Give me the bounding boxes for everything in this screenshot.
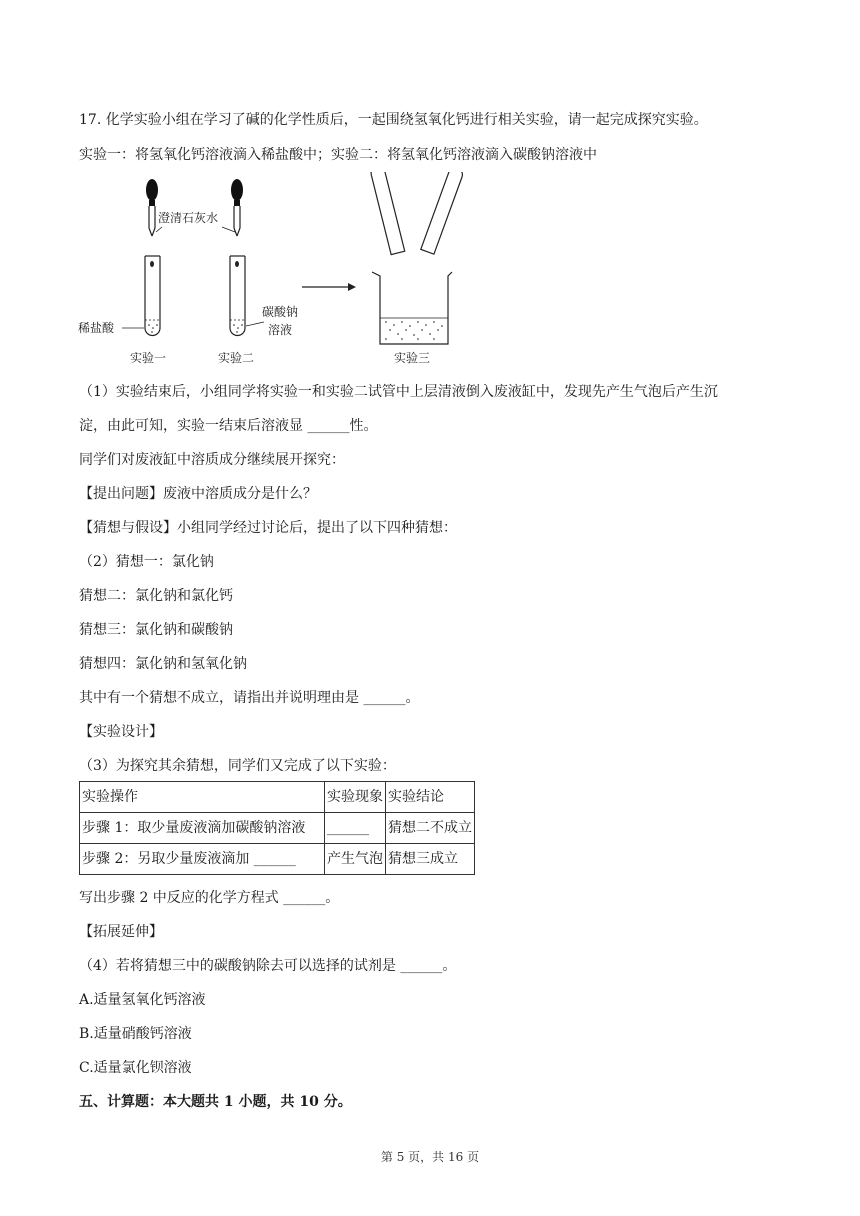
test-tube-1-icon: [145, 256, 160, 336]
test-tube-2-icon: [230, 256, 245, 336]
extension-heading: 【拓展延伸】: [79, 924, 163, 940]
hypothesis-intro: 【猜想与假设】小组同学经过讨论后，提出了以下四种猜想：: [79, 520, 457, 536]
caption-experiment-2: 实验二: [218, 351, 255, 365]
reagent-label: 澄清石灰水: [158, 211, 219, 225]
header-operation: 实验操作: [80, 782, 325, 813]
part3-intro: （3）为探究其余猜想，同学们又完成了以下实验：: [79, 758, 396, 774]
invalid-guess-question: 其中有一个猜想不成立，请指出并说明理由是 ______。: [79, 690, 420, 706]
table-header-row: [80, 782, 475, 813]
pouring-tube-right-icon: [421, 172, 465, 254]
question-raised: 【提出问题】废液中溶质成分是什么？: [79, 486, 317, 502]
continue-line: 同学们对废液缸中溶质成分继续展开探究：: [79, 452, 345, 468]
question-stem: 17. 化学实验小组在学习了碱的化学性质后，一起围绕氢氧化钙进行相关实验，请一起完成探究实验。: [79, 112, 708, 128]
option-a: A.适量氢氧化钙溶液: [79, 992, 206, 1008]
part1-line1: （1）实验结束后，小组同学将实验一和实验二试管中上层清液倒入废液缸中，发现先产生气泡后产生沉: [79, 384, 718, 400]
tube-1-label: 稀盐酸: [78, 321, 115, 335]
experiment-figure: [72, 172, 492, 372]
dropper-2-icon: [231, 179, 243, 236]
experiment-table: [79, 781, 475, 875]
drop-1-icon: [150, 261, 154, 267]
table-cell: ______: [325, 813, 386, 844]
guess-3: 猜想三：氯化钠和碳酸钠: [79, 622, 233, 638]
header-phenomenon: 实验现象: [325, 782, 386, 813]
equation-line: 写出步骤 2 中反应的化学方程式 ______。: [79, 890, 340, 906]
pouring-tube-left-icon: [370, 172, 405, 255]
part1-line2: 淀，由此可知，实验一结束后溶液显 ______性。: [79, 418, 378, 434]
section-5-heading: 五、计算题：本大题共 1 小题，共 10 分。: [79, 1094, 352, 1110]
experiments-description: 实验一：将氢氧化钙溶液滴入稀盐酸中；实验二：将氢氧化钙溶液滴入碳酸钠溶液中: [79, 147, 597, 163]
option-b: B.适量硝酸钙溶液: [79, 1026, 192, 1042]
table-cell: 产生气泡: [325, 844, 386, 875]
guess-1: （2）猜想一：氯化钠: [79, 554, 214, 570]
option-c: C.适量氯化钡溶液: [79, 1060, 192, 1076]
table-row: [80, 813, 475, 844]
tube-2-label-line2: 溶液: [268, 323, 293, 337]
guess-4: 猜想四：氯化钠和氢氧化钠: [79, 656, 247, 672]
guess-2: 猜想二：氯化钠和氯化钙: [79, 588, 233, 604]
table-cell: 猜想二不成立: [386, 813, 475, 844]
page-footer: 第 5 页，共 16 页: [380, 1150, 480, 1164]
drop-2-icon: [235, 261, 239, 267]
caption-experiment-1: 实验一: [130, 351, 167, 365]
dropper-1-icon: [146, 179, 158, 236]
table-row: [80, 844, 475, 875]
part4-question: （4）若将猜想三中的碳酸钠除去可以选择的试剂是 ______。: [79, 958, 457, 974]
header-conclusion: 实验结论: [386, 782, 475, 813]
table-cell: 步骤 2：另取少量废液滴加 ______: [80, 844, 325, 875]
caption-experiment-3: 实验三: [394, 351, 431, 365]
table-cell: 步骤 1：取少量废液滴加碳酸钠溶液: [80, 813, 325, 844]
tube-2-label-line1: 碳酸钠: [262, 305, 299, 319]
beaker-icon: [372, 272, 452, 344]
arrow-right-icon: [302, 283, 356, 291]
design-heading: 【实验设计】: [79, 724, 163, 740]
table-cell: 猜想三成立: [386, 844, 475, 875]
